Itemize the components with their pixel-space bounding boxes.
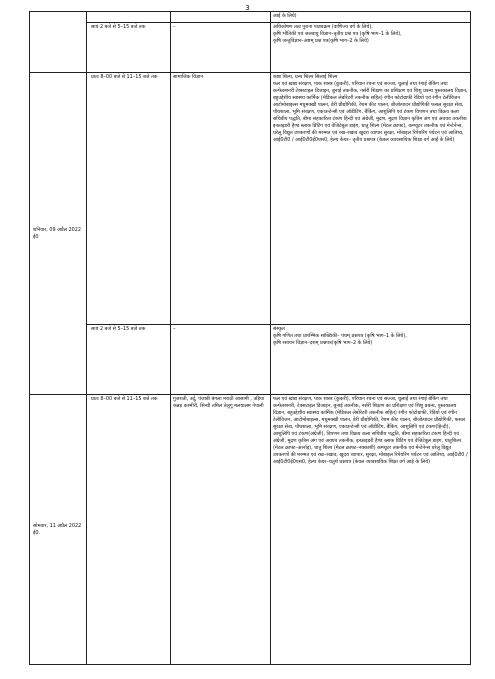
subject-cell: – bbox=[171, 23, 271, 73]
time-cell: सायं 2 बजे से 5–15 बजे तक bbox=[87, 325, 171, 395]
table-row bbox=[30, 23, 471, 73]
time-cell: सायं 2 बजे से 5–15 बजे तक bbox=[87, 23, 171, 73]
paper-line: काष्ठ शिल्प, ग्रन्थ शिल्प सिलाई शिल्प bbox=[273, 74, 338, 80]
time-cell: प्रातः 8–00 बजे से 11–15 बजे तक bbox=[87, 395, 171, 665]
table-row bbox=[30, 12, 471, 23]
paper-line: अधिकोषण तत्व पुराना पाठ्यक्रम (वाणिज्य वर्ग के लिये), bbox=[273, 24, 373, 30]
paper-line: कृषि जन्तुविज्ञान–अष्टम् प्रश्न पत्र(कृषि भाग–2 के लिये) bbox=[273, 38, 369, 44]
paper-line: फल एवं खाद्य संरक्षण, पाक शास्त्र (कुकरी), परिधान रचना एवं सज्जा, धुलाई तथा रंगाई बेकिंग तथा कन्फेक्शनरी, टेक्सटाइल डिजाइन, बुनाई तकनीक, नर्सरी शिक्षण का प्रशिक्षण एवं शिशु प्रबन्ध, पुस्तकालय विज्ञान, बहुउद्देशीय स्वास्थ्य कार्मिक (मेडिकल लेबोरेटरी तकनीक सहित) रंगीन फोटोग्राफी, रेडियो एवं रंगीन टेलीविजन, आटोमोबाइल्स, मधुमक्खी पालन, डेरी प्रौद्योगिकी, रेशम कीट पालन, बीजोत्पादन प्रौद्योगिकी, फसल सुरक्षा सेवा, पौधशाला, भूमि संरक्षण, एकाउन्टेन्सी एवं ऑडीटिंग, बैंकिंग, आशुलिपि एवं टंकण(हिन्दी), आशुलिपि एवं टंकण(अंग्रेजी), विपणन तथा विक्रय कला सचिवीय पद्धति, बीमा सहकारिता टंकण हिन्दी एवं अंग्रेजी, मुद्रण कृत्रिम अंग एवं अवयव तकनीक, इन्फ्राइडरी हैण्ड ब्लाक प्रिंटिंग एवं वेजिटेबुल डाइंग, धातुशिल्प (मेटल क्राफ्ट–आर्नाइ), धातु शिल्प (मेटल क्राफ्ट–नक्काशी) कम्प्यूटर तकनीक एवं मेन्टेनेन्स घरेलू विद्युत उपकरणों की मरम्मत एवं रख–रखाव, खुदरा व्यापार, सुरक्षा, मोबाइल रिपेयरिंग पर्यटन एवं आतिथ्य, आई0टी0 / आई0टी0ई0एस0, हेल्थ केयर–चतुर्थ प्रश्नपत्र (केवल व्यावसायिक शिक्षा वर्ग आई के लिये) bbox=[273, 396, 468, 465]
table-row bbox=[30, 73, 471, 325]
papers-cell bbox=[271, 23, 471, 73]
papers-cell bbox=[271, 12, 471, 23]
paper-line: फल एवं खाद्य संरक्षण, पाक शास्त्र (कुकरी), परिधान रचना एवं सज्जा, धुलाई तथा रंगाई बेकिंग तथा कन्फेक्शनरी टेक्सटाइल डिजाइन, बुनाई तकनीक, नर्सरी शिक्षण का प्रशिक्षण एवं शिशु प्रबन्ध पुस्तकालय विज्ञान, बहुउद्देशीय स्वास्थ्य कार्मिक (मेडिकल लेबोरेटरी तकनीक सहित) रंगीन फोटोग्राफी रेडियो एवं रंगीन टेलीविजन आटोमोबाइल्स मधुमक्खी पालन, डेरी प्रौद्योगिकी, रेशम कीट पालन, बीजोत्पादन प्रौद्योगिकी फसल सुरक्षा सेवा, पौधशाला, भूमि संरक्षण, एकाउन्टेन्सी एवं ऑडीटिंग, बैंकिंग, आशुलिपि एवं टंकण विपणन तथा विक्रय कला सचिवीय पद्धति, बीमा सहकारिता टंकण हिन्दी एवं अंग्रेजी, मुद्रण, मुद्रण विज्ञान कृत्रिम अंग एवं अवयव तकनीक इन्फ्राइडरी हैण्ड ब्लाक प्रिंटिंग एवं वेजिटेबुल डाइंग, धातु शिल्प (मेटल क्राफ्ट), कम्प्यूटर तकनीक एवं मेन्टेनेन्स, घरेलू विद्युत उपकरणों की मरम्मत एवं रख–रखाव खुदरा व्यापार सुरक्षा, मोबाइल रिपेयरिंग पर्यटन एवं आतिथ्य, आई0टी0 / आई0टी0ई0एस0, हेल्थ केयर– तृतीय प्रश्नपत्र (केवल व्यावसायिक शिक्षा वर्ग आई के लिये) bbox=[273, 81, 468, 143]
papers-cell bbox=[271, 325, 471, 395]
table-row bbox=[30, 325, 471, 395]
date-cell bbox=[30, 12, 87, 73]
papers-cell bbox=[271, 73, 471, 325]
date-cell: सोमवार, 11 अप्रैल 2022 ई0. bbox=[30, 395, 87, 665]
time-cell: प्रातः 8–00 बजे से 11–15 बजे तक bbox=[87, 73, 171, 325]
subject-cell: सामाजिक विज्ञान bbox=[171, 73, 271, 325]
page-number: 3 bbox=[245, 4, 250, 12]
time-cell bbox=[87, 12, 171, 23]
subject-cell bbox=[171, 12, 271, 23]
date-cell: शनिवार, 09 अप्रैल 2022 ई0 bbox=[30, 73, 87, 395]
paper-line: कृषि गणित तथा प्रारम्भिक सांख्यिकी– पंचम् प्रश्नपत्र (कृषि भाग–1 के लिये), bbox=[273, 333, 407, 339]
papers-cell bbox=[271, 395, 471, 665]
subject-cell: गुजराती, उर्दू, पंजाबी बंगला मराठी आसामी , उड़िया कन्नड़ कश्मीरी, सिन्धी तमिल तेलुगू मलयालम नेपाली bbox=[171, 395, 271, 665]
table-row bbox=[30, 395, 471, 665]
exam-schedule-table bbox=[29, 11, 471, 665]
paper-line: आई के लिये) bbox=[273, 13, 297, 19]
paper-line: कृषि रसायन विज्ञान–दशम् प्रश्नपत्र(कृषि भाग–2 के लिये) bbox=[273, 340, 373, 346]
subject-cell: – bbox=[171, 325, 271, 395]
paper-line: कृषि भौतिकी एवं जलवायु विज्ञान–तृतीय प्रश्न पत्र (कृषि भाग–1 के लिये), bbox=[273, 31, 402, 37]
paper-line: संस्कृत bbox=[273, 326, 285, 332]
